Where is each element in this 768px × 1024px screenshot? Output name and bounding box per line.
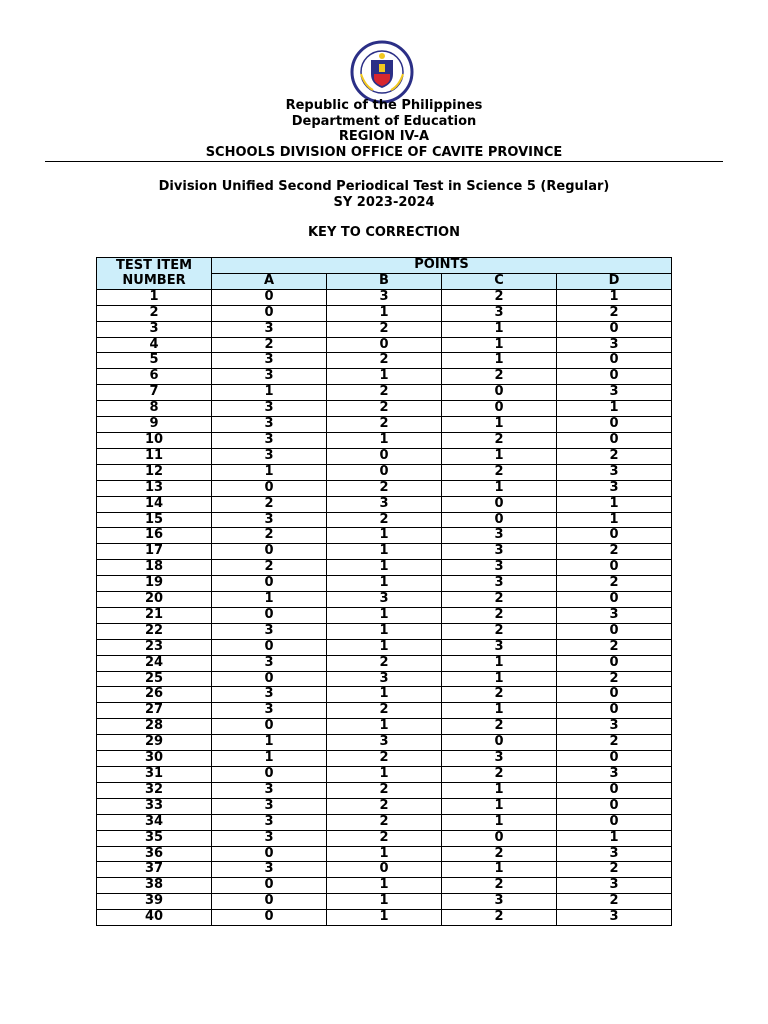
points-d-cell: 3 [557, 385, 672, 401]
table-row [97, 480, 672, 496]
table-row [97, 862, 672, 878]
points-d-cell: 0 [557, 798, 672, 814]
points-d-cell: 0 [557, 751, 672, 767]
points-c-cell: 2 [442, 878, 557, 894]
item-number-cell: 20 [97, 592, 212, 608]
points-a-cell: 3 [212, 401, 327, 417]
points-b-cell: 2 [327, 480, 442, 496]
table-row [97, 639, 672, 655]
points-c-cell: 1 [442, 448, 557, 464]
points-b-cell: 1 [327, 910, 442, 926]
item-number-cell: 4 [97, 337, 212, 353]
points-d-cell: 1 [557, 401, 672, 417]
points-d-cell: 3 [557, 607, 672, 623]
points-b-cell: 1 [327, 576, 442, 592]
table-row [97, 910, 672, 926]
item-number-cell: 16 [97, 528, 212, 544]
table-row [97, 417, 672, 433]
points-c-cell: 2 [442, 369, 557, 385]
points-b-cell: 2 [327, 321, 442, 337]
column-header-d: D [557, 273, 672, 289]
item-number-cell: 26 [97, 687, 212, 703]
points-a-cell: 1 [212, 592, 327, 608]
table-row [97, 655, 672, 671]
points-c-cell: 2 [442, 607, 557, 623]
points-a-cell: 2 [212, 560, 327, 576]
item-number-cell: 36 [97, 846, 212, 862]
points-d-cell: 2 [557, 862, 672, 878]
item-number-cell: 33 [97, 798, 212, 814]
points-d-cell: 1 [557, 830, 672, 846]
points-b-cell: 2 [327, 830, 442, 846]
key-heading-block [0, 225, 768, 241]
table-row [97, 289, 672, 305]
points-c-cell: 1 [442, 337, 557, 353]
points-d-cell: 0 [557, 814, 672, 830]
points-d-cell: 3 [557, 719, 672, 735]
table-row [97, 544, 672, 560]
points-b-cell: 2 [327, 655, 442, 671]
points-c-cell: 2 [442, 687, 557, 703]
points-c-cell: 3 [442, 544, 557, 560]
table-row [97, 687, 672, 703]
item-number-cell: 40 [97, 910, 212, 926]
item-number-cell: 37 [97, 862, 212, 878]
points-d-cell: 3 [557, 337, 672, 353]
points-c-cell: 1 [442, 782, 557, 798]
points-d-cell: 0 [557, 782, 672, 798]
points-c-cell: 3 [442, 576, 557, 592]
points-b-cell: 2 [327, 814, 442, 830]
table-row [97, 703, 672, 719]
points-c-cell: 3 [442, 639, 557, 655]
points-a-cell: 0 [212, 480, 327, 496]
points-d-cell: 2 [557, 735, 672, 751]
points-c-cell: 2 [442, 464, 557, 480]
points-a-cell: 0 [212, 576, 327, 592]
points-c-cell: 2 [442, 910, 557, 926]
table-row [97, 607, 672, 623]
points-a-cell: 3 [212, 623, 327, 639]
points-c-cell: 3 [442, 528, 557, 544]
table-row [97, 894, 672, 910]
item-number-cell: 15 [97, 512, 212, 528]
points-b-cell: 1 [327, 719, 442, 735]
points-c-cell: 1 [442, 353, 557, 369]
item-number-cell: 35 [97, 830, 212, 846]
points-a-cell: 3 [212, 353, 327, 369]
agency-line-republic: Republic of the Philippines [285, 98, 483, 113]
points-b-cell: 1 [327, 623, 442, 639]
points-a-cell: 0 [212, 878, 327, 894]
answer-key-table [96, 257, 672, 926]
item-number-cell: 11 [97, 448, 212, 464]
points-d-cell: 1 [557, 512, 672, 528]
table-row [97, 353, 672, 369]
points-c-cell: 1 [442, 798, 557, 814]
item-number-cell: 3 [97, 321, 212, 337]
points-d-cell: 1 [557, 289, 672, 305]
points-a-cell: 3 [212, 432, 327, 448]
item-number-cell: 27 [97, 703, 212, 719]
item-number-cell: 1 [97, 289, 212, 305]
table-row [97, 337, 672, 353]
points-c-cell: 2 [442, 432, 557, 448]
table-row [97, 369, 672, 385]
points-d-cell: 0 [557, 623, 672, 639]
item-number-cell: 2 [97, 305, 212, 321]
points-a-cell: 0 [212, 671, 327, 687]
points-b-cell: 0 [327, 862, 442, 878]
points-b-cell: 1 [327, 544, 442, 560]
table-row [97, 385, 672, 401]
item-number-cell: 34 [97, 814, 212, 830]
points-b-cell: 2 [327, 798, 442, 814]
points-c-cell: 2 [442, 592, 557, 608]
item-number-cell: 13 [97, 480, 212, 496]
points-d-cell: 3 [557, 767, 672, 783]
points-b-cell: 2 [327, 353, 442, 369]
item-number-cell: 39 [97, 894, 212, 910]
points-a-cell: 0 [212, 289, 327, 305]
table-row [97, 830, 672, 846]
points-a-cell: 3 [212, 830, 327, 846]
points-a-cell: 0 [212, 305, 327, 321]
item-number-cell: 30 [97, 751, 212, 767]
points-d-cell: 2 [557, 576, 672, 592]
points-a-cell: 1 [212, 464, 327, 480]
points-c-cell: 2 [442, 846, 557, 862]
points-b-cell: 2 [327, 751, 442, 767]
points-b-cell: 3 [327, 671, 442, 687]
points-b-cell: 1 [327, 846, 442, 862]
points-b-cell: 0 [327, 337, 442, 353]
table-row [97, 798, 672, 814]
points-b-cell: 1 [327, 560, 442, 576]
table-row [97, 751, 672, 767]
points-c-cell: 3 [442, 894, 557, 910]
points-d-cell: 3 [557, 846, 672, 862]
points-a-cell: 2 [212, 496, 327, 512]
points-c-cell: 0 [442, 512, 557, 528]
points-d-cell: 1 [557, 496, 672, 512]
points-b-cell: 2 [327, 417, 442, 433]
column-header-c: C [442, 273, 557, 289]
points-a-cell: 3 [212, 655, 327, 671]
points-a-cell: 3 [212, 512, 327, 528]
points-b-cell: 1 [327, 528, 442, 544]
points-a-cell: 1 [212, 385, 327, 401]
item-number-cell: 7 [97, 385, 212, 401]
agency-header [0, 98, 768, 160]
points-b-cell: 1 [327, 369, 442, 385]
item-number-cell: 29 [97, 735, 212, 751]
points-a-cell: 0 [212, 719, 327, 735]
points-a-cell: 3 [212, 369, 327, 385]
points-d-cell: 0 [557, 592, 672, 608]
points-b-cell: 0 [327, 464, 442, 480]
points-b-cell: 2 [327, 512, 442, 528]
points-c-cell: 0 [442, 830, 557, 846]
item-number-cell: 9 [97, 417, 212, 433]
points-d-cell: 3 [557, 878, 672, 894]
table-row [97, 592, 672, 608]
points-b-cell: 2 [327, 385, 442, 401]
item-number-cell: 14 [97, 496, 212, 512]
points-c-cell: 2 [442, 719, 557, 735]
table-row [97, 623, 672, 639]
item-number-cell: 12 [97, 464, 212, 480]
table-row [97, 448, 672, 464]
points-b-cell: 2 [327, 782, 442, 798]
points-d-cell: 2 [557, 639, 672, 655]
points-d-cell: 2 [557, 448, 672, 464]
item-number-cell: 6 [97, 369, 212, 385]
points-a-cell: 0 [212, 767, 327, 783]
item-number-cell: 38 [97, 878, 212, 894]
points-d-cell: 0 [557, 687, 672, 703]
points-header: POINTS [212, 258, 672, 274]
points-d-cell: 3 [557, 910, 672, 926]
table-row [97, 576, 672, 592]
points-a-cell: 0 [212, 639, 327, 655]
points-c-cell: 1 [442, 814, 557, 830]
item-number-cell: 31 [97, 767, 212, 783]
points-c-cell: 1 [442, 417, 557, 433]
points-c-cell: 1 [442, 655, 557, 671]
points-c-cell: 3 [442, 305, 557, 321]
points-c-cell: 1 [442, 480, 557, 496]
points-c-cell: 1 [442, 862, 557, 878]
item-number-cell: 23 [97, 639, 212, 655]
item-number-cell: 8 [97, 401, 212, 417]
points-b-cell: 1 [327, 639, 442, 655]
points-a-cell: 2 [212, 528, 327, 544]
points-c-cell: 1 [442, 703, 557, 719]
points-a-cell: 3 [212, 782, 327, 798]
points-c-cell: 2 [442, 623, 557, 639]
points-a-cell: 0 [212, 544, 327, 560]
item-number-cell: 18 [97, 560, 212, 576]
table-row [97, 560, 672, 576]
points-d-cell: 0 [557, 703, 672, 719]
points-b-cell: 2 [327, 401, 442, 417]
points-d-cell: 0 [557, 528, 672, 544]
points-d-cell: 0 [557, 655, 672, 671]
table-row [97, 305, 672, 321]
points-b-cell: 3 [327, 592, 442, 608]
points-b-cell: 3 [327, 289, 442, 305]
table-row [97, 878, 672, 894]
points-a-cell: 3 [212, 862, 327, 878]
points-b-cell: 1 [327, 767, 442, 783]
table-header-row [97, 258, 672, 274]
points-b-cell: 0 [327, 448, 442, 464]
points-d-cell: 3 [557, 464, 672, 480]
points-d-cell: 0 [557, 560, 672, 576]
table-row [97, 528, 672, 544]
points-d-cell: 2 [557, 894, 672, 910]
points-a-cell: 3 [212, 687, 327, 703]
points-d-cell: 0 [557, 369, 672, 385]
item-number-cell: 25 [97, 671, 212, 687]
points-a-cell: 1 [212, 735, 327, 751]
test-item-header-line1: TEST ITEM [115, 258, 193, 274]
points-c-cell: 1 [442, 321, 557, 337]
points-a-cell: 3 [212, 798, 327, 814]
points-a-cell: 0 [212, 894, 327, 910]
column-header-a: A [212, 273, 327, 289]
table-row [97, 432, 672, 448]
item-number-cell: 22 [97, 623, 212, 639]
item-number-cell: 19 [97, 576, 212, 592]
table-row [97, 735, 672, 751]
points-d-cell: 3 [557, 480, 672, 496]
test-item-number-header [97, 258, 212, 290]
points-d-cell: 2 [557, 544, 672, 560]
item-number-cell: 10 [97, 432, 212, 448]
column-header-b: B [327, 273, 442, 289]
points-c-cell: 1 [442, 671, 557, 687]
agency-line-region: REGION IV-A [338, 129, 430, 144]
points-c-cell: 3 [442, 560, 557, 576]
points-a-cell: 3 [212, 703, 327, 719]
points-a-cell: 3 [212, 814, 327, 830]
points-c-cell: 0 [442, 496, 557, 512]
table-row [97, 464, 672, 480]
table-row [97, 782, 672, 798]
item-number-cell: 17 [97, 544, 212, 560]
points-c-cell: 0 [442, 385, 557, 401]
points-b-cell: 1 [327, 432, 442, 448]
answer-key-body [97, 289, 672, 925]
points-a-cell: 3 [212, 321, 327, 337]
points-d-cell: 0 [557, 432, 672, 448]
points-b-cell: 1 [327, 687, 442, 703]
points-b-cell: 1 [327, 305, 442, 321]
table-row [97, 401, 672, 417]
points-b-cell: 1 [327, 607, 442, 623]
points-c-cell: 0 [442, 735, 557, 751]
points-a-cell: 0 [212, 846, 327, 862]
header-divider [45, 161, 723, 162]
table-row [97, 846, 672, 862]
points-a-cell: 3 [212, 417, 327, 433]
table-row [97, 512, 672, 528]
points-d-cell: 0 [557, 417, 672, 433]
points-a-cell: 1 [212, 751, 327, 767]
agency-line-department: Department of Education [291, 113, 477, 129]
item-number-cell: 5 [97, 353, 212, 369]
deped-seal-logo [343, 40, 421, 104]
points-d-cell: 2 [557, 305, 672, 321]
points-b-cell: 3 [327, 735, 442, 751]
table-row [97, 321, 672, 337]
table-row [97, 671, 672, 687]
item-number-cell: 24 [97, 655, 212, 671]
points-c-cell: 0 [442, 401, 557, 417]
key-to-correction-heading: KEY TO CORRECTION [307, 225, 460, 240]
points-d-cell: 0 [557, 321, 672, 337]
points-a-cell: 3 [212, 448, 327, 464]
table-row [97, 767, 672, 783]
points-b-cell: 1 [327, 894, 442, 910]
points-a-cell: 0 [212, 607, 327, 623]
test-title: Division Unified Second Periodical Test in Science 5 (Regular) [158, 179, 610, 194]
points-d-cell: 2 [557, 671, 672, 687]
points-c-cell: 2 [442, 289, 557, 305]
points-b-cell: 1 [327, 878, 442, 894]
table-row [97, 814, 672, 830]
table-row [97, 719, 672, 735]
points-b-cell: 2 [327, 703, 442, 719]
agency-line-division: SCHOOLS DIVISION OFFICE OF CAVITE PROVINCE [205, 144, 563, 160]
points-b-cell: 3 [327, 496, 442, 512]
points-c-cell: 2 [442, 767, 557, 783]
school-year: SY 2023-2024 [333, 194, 435, 210]
item-number-cell: 21 [97, 607, 212, 623]
item-number-cell: 32 [97, 782, 212, 798]
points-d-cell: 0 [557, 353, 672, 369]
points-a-cell: 2 [212, 337, 327, 353]
test-item-header-line2: NUMBER [122, 273, 186, 289]
table-row [97, 496, 672, 512]
points-a-cell: 0 [212, 910, 327, 926]
test-title-block [0, 179, 768, 210]
points-c-cell: 3 [442, 751, 557, 767]
item-number-cell: 28 [97, 719, 212, 735]
